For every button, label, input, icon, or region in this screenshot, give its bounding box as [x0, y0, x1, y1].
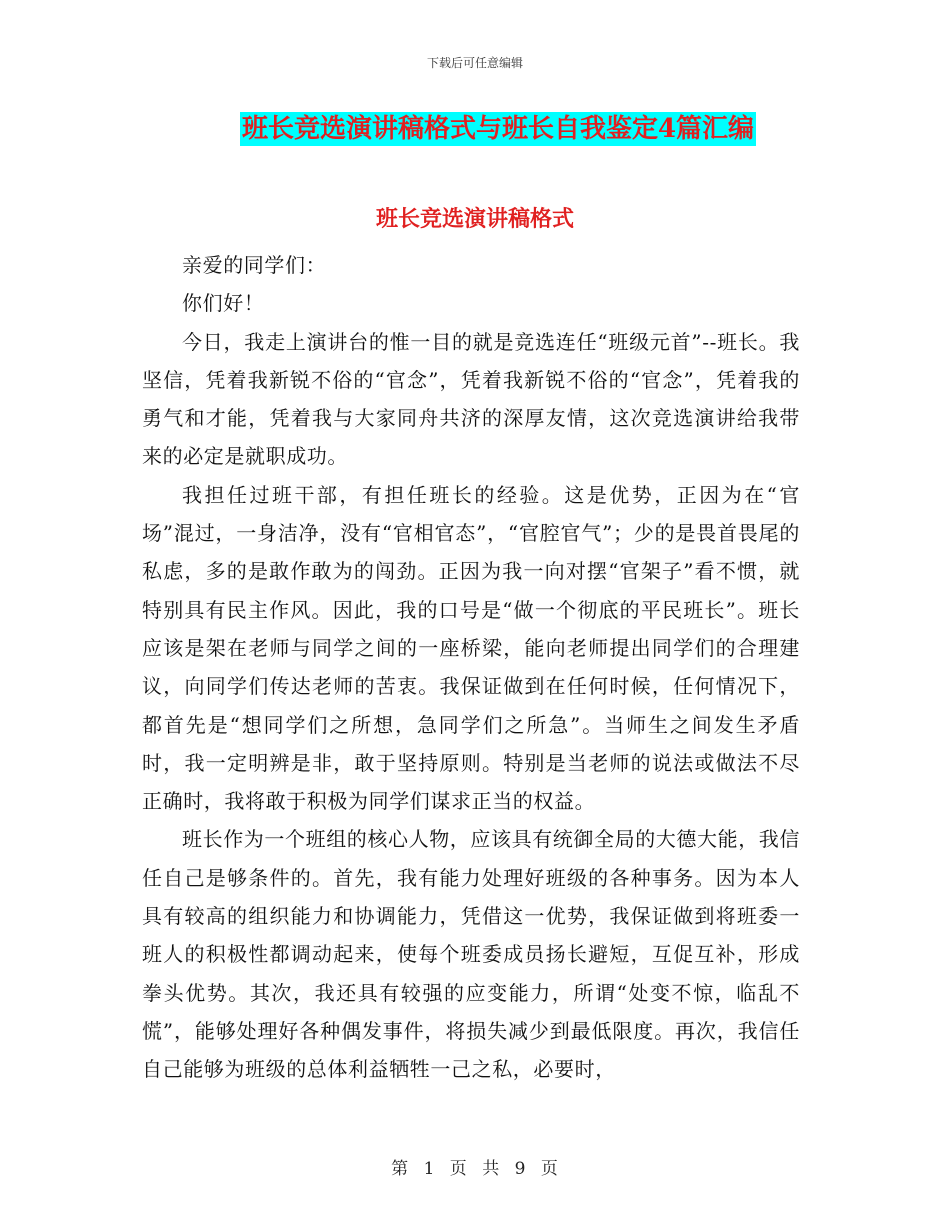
paragraph: 你们好！ — [182, 291, 265, 316]
footer-prefix: 第 — [391, 1159, 410, 1179]
page-footer — [0, 1154, 950, 1179]
paragraph: 班长作为一个班组的核心人物，应该具有统御全局的大德大能，我信任自己是够条件的。首先，我有能力处理好班级的各种事务。因为本人具有较高的组织能力和协调能力，凭借这一优势，我保证做到将班委一班人的积极性都调动起来，使每个班委成员扬长避短，互促互补，形成拳头优势。其次，我还具有较强的应变能力，所谓“处变不惊，临乱不慌”，能够处理好各种偶发事件，将损失减少到最低限度。再次，我信任自己能够为班级的总体利益牺牲一己之私，必要时， — [142, 827, 800, 1082]
footer-total-pages: 9 — [514, 1159, 527, 1179]
footer-total-word: 共 — [482, 1159, 501, 1179]
body-text — [142, 246, 800, 1089]
footer-page-word: 页 — [449, 1159, 468, 1179]
header-note: 下载后可任意编辑 — [426, 56, 523, 70]
paragraph: 亲爱的同学们： — [182, 253, 327, 277]
footer-suffix: 页 — [540, 1159, 559, 1179]
paragraph: 我担任过班干部，有担任班长的经验。这是优势，正因为在“官场”混过，一身洁净，没有“官相官态”，“官腔官气”；少的是畏首畏尾的私虑，多的是敢作敢为的闯劲。正因为我一向对摆“官架子”看不惯，就特别具有民主作风。因此，我的口号是“做一个彻底的平民班长”。班长应该是架在老师与同学之间的一座桥梁，能向老师提出同学们的合理建议，向同学们传达老师的苦衷。我保证做到在任何时候，任何情况下，都首先是“想同学们之所想，急同学们之所急”。当师生之间发生矛盾时，我一定明辨是非，敢于坚持原则。特别是当老师的说法或做法不尽正确时，我将敢于积极为同学们谋求正当的权益。 — [142, 482, 800, 814]
paragraph: 今日，我走上演讲台的惟一目的就是竞选连任“班级元首”--班长。我坚信，凭着我新锐不俗的“官念”，凭着我新锐不俗的“官念”，凭着我的勇气和才能，凭着我与大家同舟共济的深厚友情，这次竞选演讲给我带来的必定是就职成功。 — [142, 329, 800, 469]
section-title: 班长竞选演讲稿格式 — [375, 206, 574, 232]
footer-page-number: 1 — [423, 1159, 436, 1179]
document-title-wrap — [0, 112, 950, 146]
document-title: 班长竞选演讲稿格式与班长自我鉴定4篇汇编 — [241, 114, 755, 144]
